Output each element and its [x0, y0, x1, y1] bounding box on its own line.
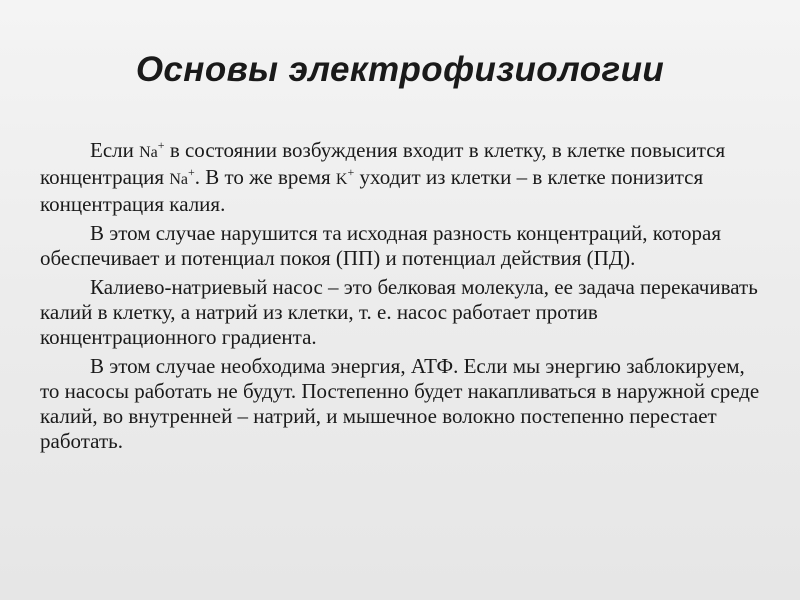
- potassium-symbol: K: [335, 171, 348, 188]
- charge-superscript: +: [347, 165, 355, 179]
- sodium-symbol: Na: [139, 144, 158, 161]
- paragraph-atp-energy: В этом случае необходима энергия, АТФ. Если мы энергию заблокируем, то насосы работать не будут. Постепенно будет накапливаться в наружной среде калий, во внутренней – натрий, и мышечное волокно постепенно перестает работать.: [40, 354, 760, 453]
- paragraph-sodium-potassium: [40, 138, 762, 217]
- paragraph-sodium-potassium-pump: Калиево-натриевый насос – это белковая молекула, ее задача перекачивать калий в клетку, а натрий из клетки, т. е. насос работает против концентрационного градиента.: [40, 275, 758, 349]
- text-segment: уходит из клетки – в клетке понизится концентрация калия.: [40, 165, 704, 216]
- slide-title: Основы электрофизиологии: [135, 50, 665, 89]
- sodium-symbol: Na: [169, 171, 188, 188]
- text-segment: . В то же время: [194, 165, 336, 189]
- text-segment: Если: [90, 138, 140, 162]
- text-segment: в состоянии возбуждения входит в клетку, в клетке повысится концентрация: [40, 138, 726, 189]
- charge-superscript: +: [157, 138, 165, 152]
- paragraph-concentration-difference: В этом случае нарушится та исходная разность концентраций, которая обеспечивает и потенциал покоя (ПП) и потенциал действия (ПД).: [40, 221, 722, 270]
- charge-superscript: +: [187, 165, 195, 179]
- slide-body: [40, 138, 762, 458]
